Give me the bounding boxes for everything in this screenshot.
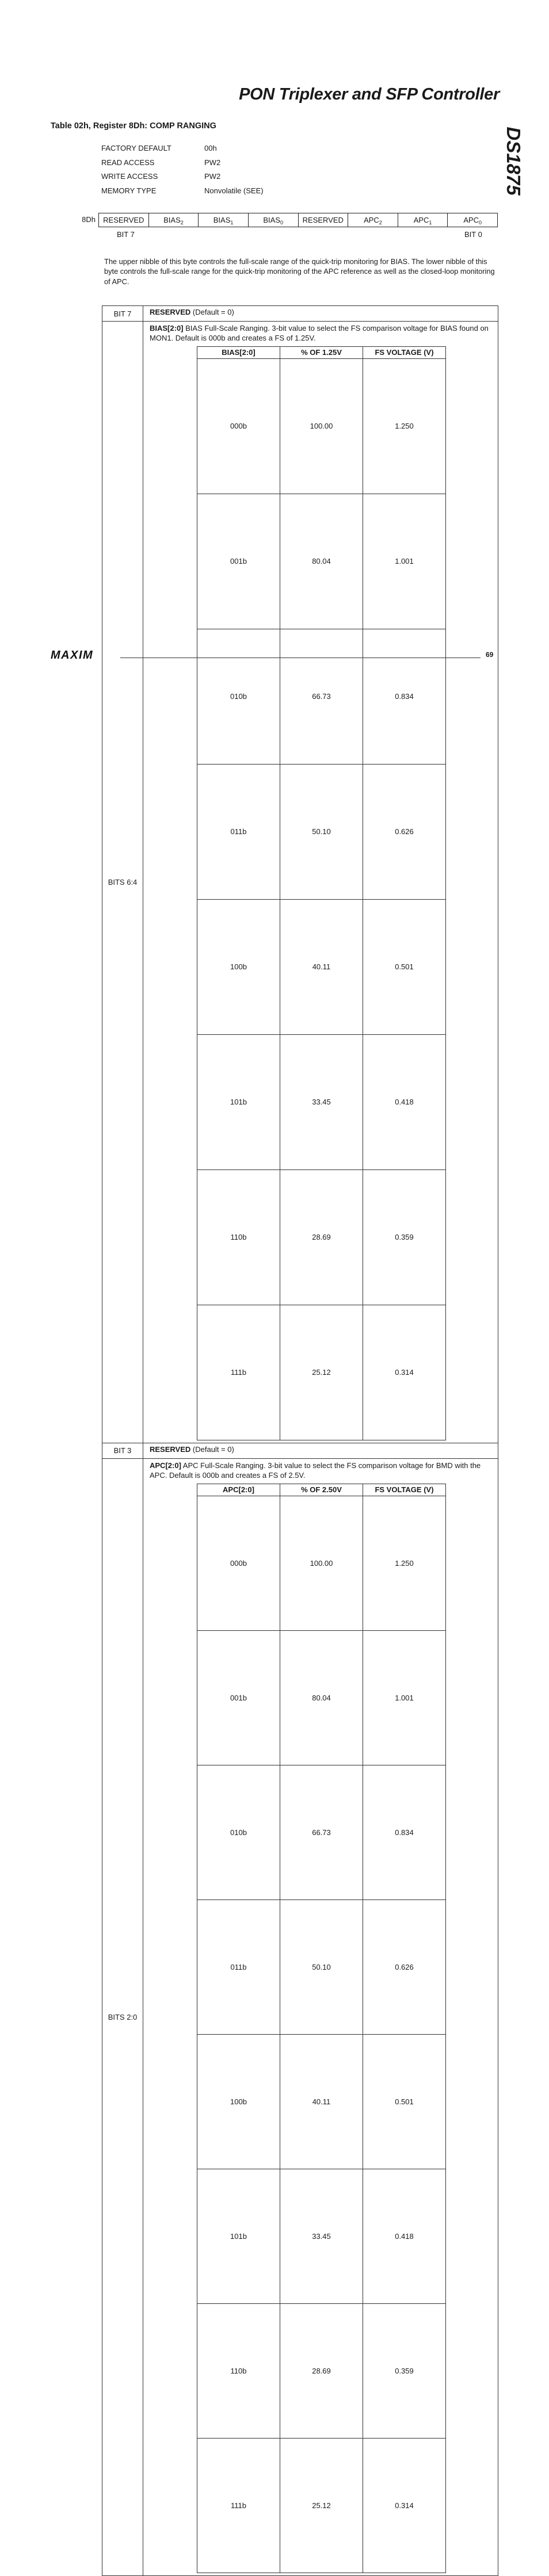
table-cell: 100.00 [280,358,363,494]
bit-label: BIT 7 [102,306,143,322]
table-cell: 1.001 [363,1630,446,1765]
table-cell: 0.834 [363,629,446,764]
register-description: The upper nibble of this byte controls the full-scale range of the quick-trip monitoring for BIAS. The lower nibble of this byte controls the full-scale range for the quick-trip monitoring of the APC reference as well as the closed-loop monitoring of APC. [104,257,495,286]
table-cell: 33.45 [280,1034,363,1169]
bit-field-name: RESERVED [150,308,191,316]
table-cell: 28.69 [280,1169,363,1305]
table-cell: 011b [197,764,280,899]
bit-name: APC [364,216,379,224]
table-cell: 100.00 [280,1496,363,1630]
table-cell: 0.626 [363,1899,446,2034]
bit-cell [99,213,148,227]
table-cell: 0.314 [363,2438,446,2573]
register-address: 8Dh [82,215,96,224]
table-cell: 50.10 [280,1899,363,2034]
table-row [197,1899,446,2034]
bit-row [102,1458,498,2575]
column-header: FS VOLTAGE (V) [363,1484,446,1496]
table-cell: 33.45 [280,2169,363,2303]
bit-field-text: (Default = 0) [190,1444,234,1454]
bit-description [143,1458,498,2575]
table-header-row [197,1484,446,1496]
table-cell: 010b [197,1765,280,1899]
table-cell: 000b [197,358,280,494]
bit-definition-table [102,305,498,2576]
msb-label: BIT 7 [117,230,135,239]
table-cell: 1.250 [363,1496,446,1630]
table-cell: 0.501 [363,899,446,1034]
table-cell: 010b [197,629,280,764]
bit-description [143,306,498,322]
table-cell: 0.501 [363,2034,446,2169]
column-header: BIAS[2:0] [197,347,280,359]
table-row [197,2438,446,2573]
apc-range-table [197,1484,446,2573]
table-cell: 0.834 [363,1765,446,1899]
bit-name: RESERVED [103,216,144,224]
part-number-label: DS1875 [503,127,524,196]
register-bitmap [98,213,498,227]
column-header: % OF 2.50V [280,1484,363,1496]
bit-cell [348,213,398,227]
bit-name: APC [463,216,479,224]
lsb-label: BIT 0 [464,230,482,239]
table-cell: 25.12 [280,2438,363,2573]
table-row [197,1169,446,1305]
table-cell: 1.250 [363,358,446,494]
bit-field-name: BIAS[2:0] [150,324,184,332]
logo-text: MAXIM [51,649,94,662]
bit-subscript: 0 [479,220,482,226]
bit-cell [298,213,348,227]
bit-row [102,322,498,1443]
bit-name: BIAS [163,216,181,224]
bit-field-name: RESERVED [150,1444,191,1454]
bit-name: BIAS [263,216,280,224]
column-header: FS VOLTAGE (V) [363,347,446,359]
table-header-row [197,347,446,359]
table-cell: 0.314 [363,1305,446,1440]
table-cell: 101b [197,1034,280,1169]
bit-name: BIAS [213,216,231,224]
table-cell: 110b [197,2303,280,2438]
table-cell: 0.418 [363,2169,446,2303]
maxim-logo [51,649,115,660]
property-value: PW2 [204,158,221,167]
property-value: Nonvolatile (SEE) [204,186,264,195]
bit-subscript: 1 [230,220,234,226]
table-cell: 111b [197,1305,280,1440]
bit-subscript: 2 [180,220,184,226]
table-cell: 110b [197,1169,280,1305]
table-row [197,1630,446,1765]
table-cell: 28.69 [280,2303,363,2438]
table-row [197,629,446,764]
table-row [197,1305,446,1440]
bit-field-text: BIAS Full-Scale Ranging. 3-bit value to select the FS comparison voltage for BIAS found on MON1. Default is 000b and creates a FS of 1.25V. [150,324,489,342]
bit-row [102,1443,498,1458]
bias-range-table [197,346,446,1440]
property-value: PW2 [204,172,221,181]
table-row [197,899,446,1034]
table-row [197,494,446,629]
table-cell: 0.359 [363,2303,446,2438]
table-cell: 1.001 [363,494,446,629]
bit-subscript: 1 [429,220,432,226]
table-cell: 80.04 [280,494,363,629]
table-row [197,1765,446,1899]
table-cell: 40.11 [280,2034,363,2169]
table-cell: 111b [197,2438,280,2573]
table-row [197,764,446,899]
table-row [197,2169,446,2303]
table-cell: 66.73 [280,629,363,764]
bit-description [143,1443,498,1458]
bit-name: RESERVED [302,216,344,224]
table-cell: 50.10 [280,764,363,899]
bit-cell [248,213,298,227]
table-row [197,2303,446,2438]
document-title: PON Triplexer and SFP Controller [239,85,500,104]
bit-subscript: 0 [280,220,283,226]
table-cell: 011b [197,1899,280,2034]
table-cell: 66.73 [280,1765,363,1899]
bit-label: BITS 2:0 [102,1458,143,2575]
table-row [197,358,446,494]
page-number: 69 [486,651,494,659]
table-cell: 001b [197,1630,280,1765]
section-heading: Table 02h, Register 8Dh: COMP RANGING [51,121,216,131]
bit-subscript: 2 [379,220,382,226]
table-cell: 001b [197,494,280,629]
bit-cell [447,213,497,227]
table-cell: 0.626 [363,764,446,899]
bit-label: BIT 3 [102,1443,143,1458]
bit-field-name: APC[2:0] [150,1461,181,1470]
table-cell: 0.418 [363,1034,446,1169]
bit-cell [398,213,448,227]
property-value: 00h [204,144,217,152]
bit-row [102,306,498,322]
table-row [197,1496,446,1630]
property-key: FACTORY DEFAULT [101,144,171,152]
property-key: READ ACCESS [101,158,155,167]
bit-cell [148,213,199,227]
bit-description [143,322,498,1443]
table-cell: 100b [197,2034,280,2169]
table-row [197,2034,446,2169]
table-cell: 25.12 [280,1305,363,1440]
table-row [197,1034,446,1169]
bit-name: APC [413,216,429,224]
table-cell: 101b [197,2169,280,2303]
bit-cell [198,213,248,227]
bit-label: BITS 6:4 [102,322,143,1443]
column-header: % OF 1.25V [280,347,363,359]
table-cell: 100b [197,899,280,1034]
property-key: WRITE ACCESS [101,172,158,181]
property-key: MEMORY TYPE [101,186,157,195]
table-cell: 000b [197,1496,280,1630]
column-header: APC[2:0] [197,1484,280,1496]
bit-field-text: APC Full-Scale Ranging. 3-bit value to select the FS comparison voltage for BMD with the APC. Default is 000b and creates a FS of 2.5V. [150,1461,481,1480]
table-cell: 80.04 [280,1630,363,1765]
table-cell: 0.359 [363,1169,446,1305]
table-cell: 40.11 [280,899,363,1034]
bit-field-text: (Default = 0) [190,308,234,316]
